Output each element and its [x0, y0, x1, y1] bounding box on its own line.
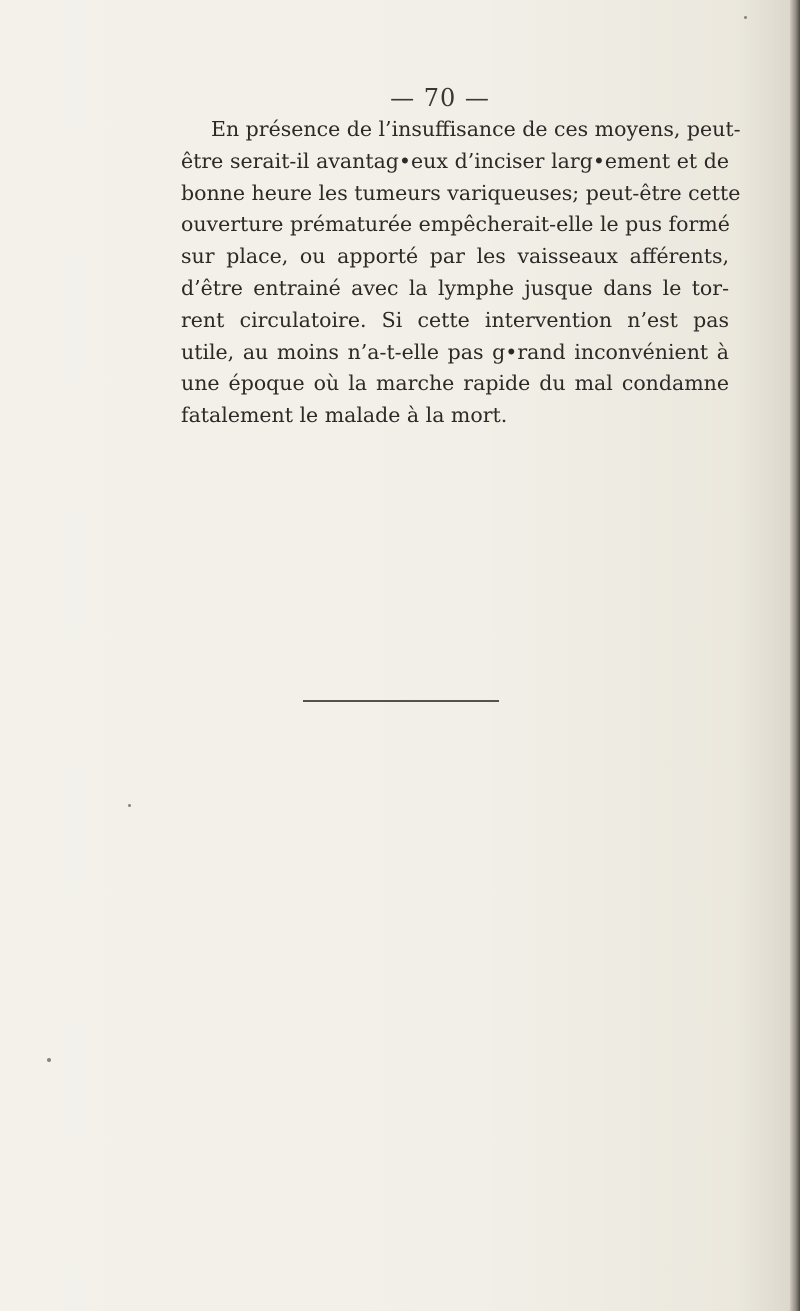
text-line: bonne heure les tumeurs variqueuses; peut-être cette: [181, 180, 741, 205]
text-line: une époque où la marche rapide du mal condamne: [181, 371, 729, 396]
paper-speck: [47, 1058, 51, 1062]
page-edge-shadow: [790, 0, 800, 1311]
text-line: ouverture prématurée empêcherait-elle le pus formé: [181, 212, 730, 237]
end-rule: [303, 700, 499, 702]
paper-speck: [128, 804, 131, 807]
text-line: fatalement le malade à la mort.: [181, 403, 508, 428]
text-line: être serait-il avantag•eux d’inciser larg•ement et de: [181, 148, 729, 173]
text-line: sur place, ou apporté par les vaisseaux afférents,: [181, 244, 729, 269]
body-paragraph: [181, 114, 741, 432]
paper-speck: [744, 16, 747, 19]
text-line: En présence de l’insuffisance de ces moyens, peut-: [211, 117, 741, 141]
text-line: rent circulatoire. Si cette intervention n’est pas: [181, 307, 729, 332]
text-line: utile, au moins n’a-t-elle pas g•rand inconvénient à: [181, 339, 729, 364]
text-line: d’être entrainé avec la lymphe jusque dans le tor-: [181, 275, 729, 300]
page-number: — 70 —: [390, 84, 490, 112]
